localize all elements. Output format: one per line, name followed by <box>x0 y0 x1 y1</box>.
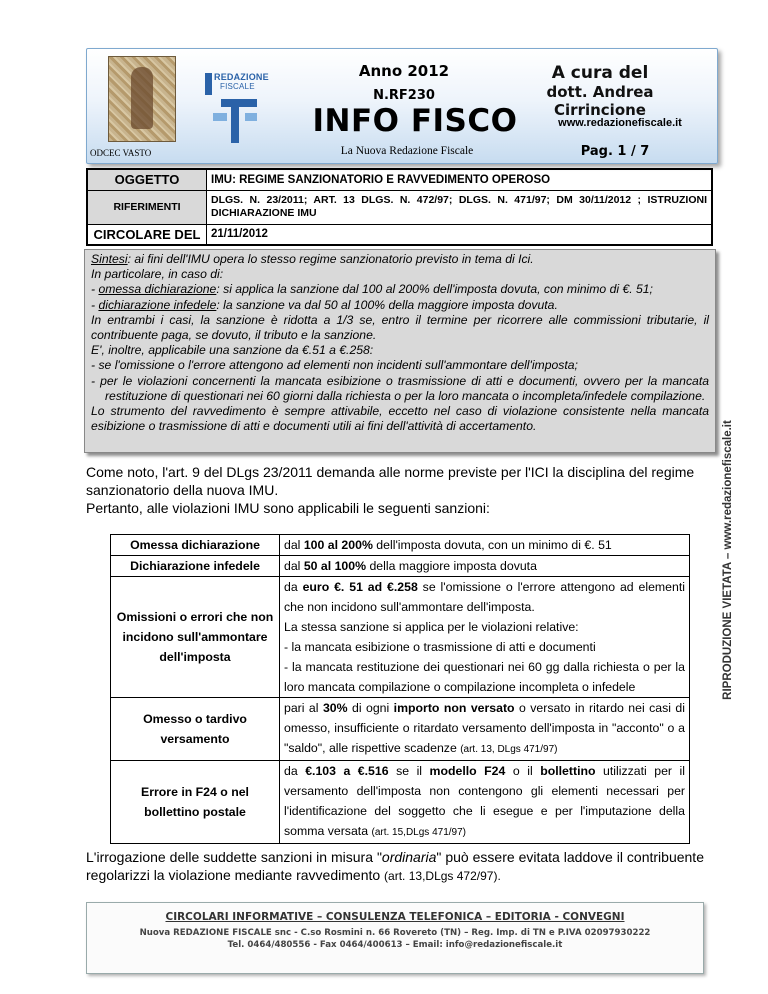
footer <box>86 902 704 974</box>
side-watermark-text: RIPRODUZIONE VIETATA – www.redazionefiscale.it <box>722 420 734 700</box>
sintesi-bullet: - per le violazioni concernenti la mancata esibizione o trasmissione di atti e documenti, ovvero per la mancata restituzione di questionari nei 60 giorni dalla richiesta o per la loro mancata o incompleta/infedele compilazione. <box>91 373 709 403</box>
sanction-description <box>280 556 690 577</box>
sintesi-line: Lo strumento del ravvedimento è sempre attivabile, eccetto nel caso di violazione consistente nella mancata esibizione o trasmissione di atti e documenti utili ai fini dell'attività di accertamento. <box>91 404 709 434</box>
text: pari al <box>284 701 323 715</box>
sanctions-table <box>110 534 690 844</box>
circolare-label: CIRCOLARE DEL <box>87 224 207 245</box>
bullet-prefix: - <box>91 297 99 312</box>
table-row <box>111 761 690 844</box>
summary-box <box>84 249 716 453</box>
sanction-type: Omissioni o errori che non incidono sull'ammontare dell'imposta <box>111 577 280 698</box>
sanction-description <box>280 577 690 698</box>
sintesi-intro: : ai fini dell'IMU opera lo stesso regime sanzionatorio previsto in tema di Ici. <box>127 252 534 266</box>
text: - la mancata esibizione o trasmissione di atti e documenti <box>284 640 596 654</box>
text: " può essere evitata laddove il contribuente regolarizzi la violazione mediante ravvedimento <box>86 849 704 883</box>
text: - la mancata restituzione dei questionari nei 60 gg dalla richiesta o per la loro mancata compilazione o compilazione incompleta o infedele <box>284 660 685 694</box>
a-cura-del: A cura del <box>551 63 649 83</box>
date-row <box>87 224 712 245</box>
text-bold: modello F24 <box>429 764 506 778</box>
page-number: Pag. 1 / 7 <box>580 144 650 159</box>
law-reference: (art. 15,DLgs 471/97) <box>371 827 466 838</box>
sanction-description <box>280 698 690 761</box>
sanction-type: Dichiarazione infedele <box>111 556 280 577</box>
text: o versato in ritardo nei casi di omesso, insufficiente o ritardato versamento dell'imposta in "acconto" o a "saldo", alle rispettive scadenze <box>284 701 685 755</box>
text-bold: 50 al 100% <box>303 559 367 573</box>
text: dal <box>284 538 304 552</box>
footer-address: Nuova REDAZIONE FISCALE snc - C.so Rosmini n. 66 Rovereto (TN) – Reg. Imp. di TN e P.IVA 02097930222 <box>139 928 651 938</box>
logo-text <box>214 72 269 91</box>
sintesi-line: E', inoltre, applicabile una sanzione da €.51 a €.258: <box>91 343 374 358</box>
omessa-dichiarazione-label: omessa dichiarazione <box>98 282 217 297</box>
footer-contacts: Tel. 0464/480556 - Fax 0464/400613 – Email: info@redazionefiscale.it <box>227 940 563 950</box>
intro-paragraph: Come noto, l'art. 9 del DLgs 23/2011 demanda alle norme previste per l'ICI la disciplina del regime sanzionatorio della nuova IMU. <box>86 464 695 498</box>
text-bold: bollettino <box>540 764 596 778</box>
text-italic: ordinaria <box>381 849 437 865</box>
table-row <box>111 556 690 577</box>
text: L'irrogazione delle suddette sanzioni in misura " <box>86 849 382 865</box>
text-bold: 100 al 200% <box>303 538 373 552</box>
text: da <box>284 764 306 778</box>
publisher-name: La Nuova Redazione Fiscale <box>340 145 474 157</box>
sintesi-label: Sintesi <box>91 252 128 266</box>
references-row <box>87 190 712 224</box>
law-reference: (art. 13,DLgs 472/97). <box>384 869 501 883</box>
text: La stessa sanzione si applica per le violazioni relative: <box>284 620 579 634</box>
sanction-description <box>280 535 690 556</box>
dichiarazione-infedele-label: dichiarazione infedele <box>98 297 217 312</box>
oggetto-value: IMU: REGIME SANZIONATORIO E RAVVEDIMENTO OPEROSO <box>207 169 713 190</box>
intro-paragraph: Pertanto, alle violazioni IMU sono applicabili le seguenti sanzioni: <box>86 500 490 516</box>
intro-text <box>86 463 704 517</box>
text: della maggiore imposta dovuta <box>366 559 537 573</box>
text: se il <box>388 764 430 778</box>
text: da <box>284 580 303 594</box>
text: dell'imposta dovuta, con un minimo di €. 51 <box>372 538 612 552</box>
bullet-prefix: - <box>91 282 99 297</box>
document-number: N.RF230 <box>373 88 435 103</box>
text: o il <box>505 764 541 778</box>
riferimenti-label: RIFERIMENTI <box>87 190 207 224</box>
oggetto-label: OGGETTO <box>87 169 207 190</box>
sanction-description <box>280 761 690 844</box>
riferimenti-value: DLGS. N. 23/2011; ART. 13 DLGS. N. 472/97; DLGS. N. 471/97; DM 30/11/2012 ; ISTRUZIONI DICHIARAZIONE IMU <box>207 190 713 224</box>
conclusion-paragraph <box>86 848 704 885</box>
text-bold: €.103 a €.516 <box>305 764 389 778</box>
sintesi-line: In particolare, in caso di: <box>91 267 224 282</box>
law-reference: (art. 13, DLgs 471/97) <box>460 744 558 755</box>
anno: Anno 2012 <box>358 62 450 80</box>
sintesi-bullet: - se l'omissione o l'errore attengono ad elementi non incidenti sull'ammontare dell'imposta; <box>91 358 578 373</box>
text: dal <box>284 559 304 573</box>
odcec-label: ODCEC VASTO <box>90 148 152 158</box>
sanction-type: Omesso o tardivo versamento <box>111 698 280 761</box>
subject-table <box>86 168 713 246</box>
logo-line2: FISCALE <box>220 82 255 91</box>
sintesi-line: In entrambi i casi, la sanzione è ridotta a 1/3 se, entro il termine per ricorrere alle commissioni tributarie, il contribuente paga, se dovuto, il tributo e la sanzione. <box>91 312 709 343</box>
dichiarazione-infedele-text: : la sanzione va dal 50 al 100% della maggiore imposta dovuta. <box>216 297 558 312</box>
text: utilizzati per il versamento dell'imposta non contengono gli elementi necessari per l'identificazione del soggetto che li esegue e per l'imputazione della somma versata <box>284 764 685 838</box>
subject-row <box>87 169 712 190</box>
website-link[interactable]: www.redazionefiscale.it <box>558 117 682 129</box>
sanction-type: Errore in F24 o nel bollettino postale <box>111 761 280 844</box>
mosaic-image <box>108 56 176 142</box>
text-bold: importo non versato <box>393 701 515 715</box>
table-row <box>111 698 690 761</box>
sanction-type: Omessa dichiarazione <box>111 535 280 556</box>
author-name: dott. Andrea Cirrincione <box>546 83 654 119</box>
circolare-value: 21/11/2012 <box>207 224 713 245</box>
logo-line1: REDAZIONE <box>214 72 269 82</box>
omessa-dichiarazione-text: : si applica la sanzione dal 100 al 200% dell'imposta dovuta, con minimo di €. 51; <box>216 282 653 297</box>
text: se l'omissione o l'errore attengono ad elementi che non incidono sull'ammontare dell'imposta. <box>284 580 685 614</box>
text: di ogni <box>347 701 394 715</box>
text-bold: 30% <box>322 701 348 715</box>
page-title: INFO FISCO <box>312 103 518 139</box>
text-bold: euro €. 51 ad €.258 <box>302 580 418 594</box>
footer-services: CIRCOLARI INFORMATIVE – CONSULENZA TELEFONICA – EDITORIA - CONVEGNI <box>165 911 625 923</box>
table-row <box>111 535 690 556</box>
table-row <box>111 577 690 698</box>
